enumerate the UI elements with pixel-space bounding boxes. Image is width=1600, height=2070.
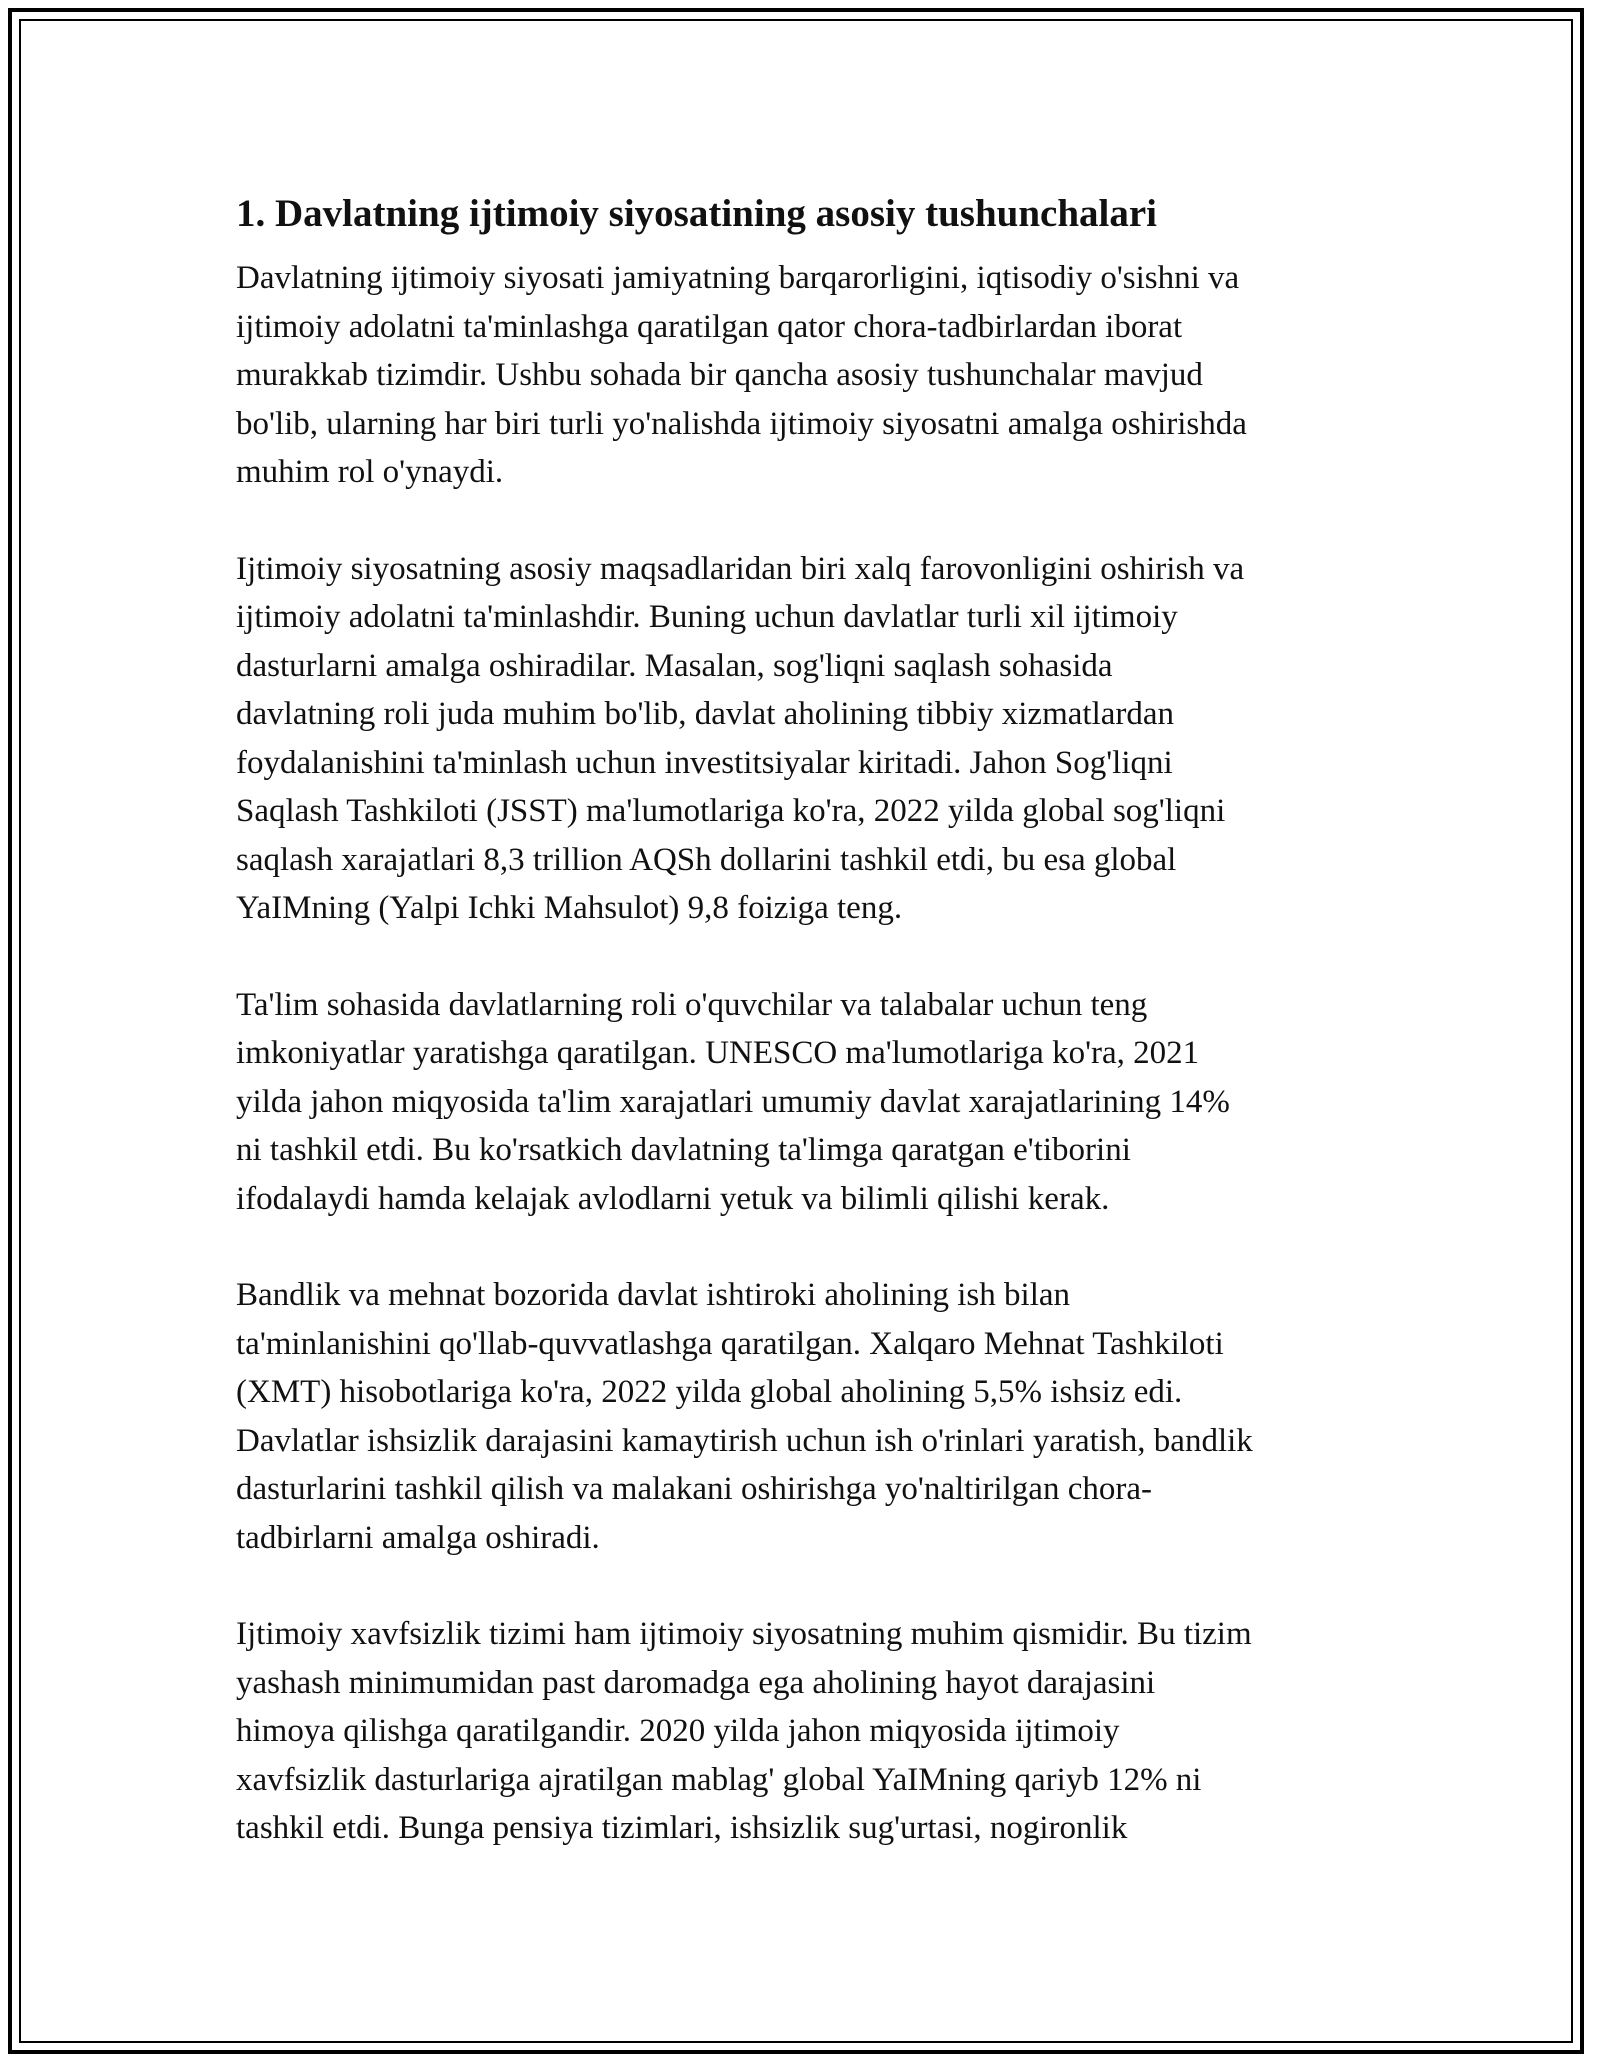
- text-line: ni tashkil etdi. Bu ko'rsatkich davlatning ta'limga qaratgan e'tiborini: [236, 1132, 1131, 1168]
- text-line: bo'lib, ularning har biri turli yo'nalishda ijtimoiy siyosatni amalga oshirishda: [236, 405, 1247, 442]
- text-line: muhim rol o'ynaydi.: [236, 454, 504, 490]
- text-line: Davlatlar ishsizlik darajasini kamaytirish uchun ish o'rinlari yaratish, bandlik: [236, 1422, 1253, 1459]
- text-line: saqlash xarajatlari 8,3 trillion AQSh dollarini tashkil etdi, bu esa global: [236, 841, 1177, 878]
- text-line: Saqlash Tashkiloti (JSST) ma'lumotlariga ko'ra, 2022 yilda global sog'liqni: [236, 793, 1226, 829]
- text-line: tashkil etdi. Bunga pensiya tizimlari, ishsizlik sug'urtasi, nogironlik: [236, 1810, 1128, 1846]
- paragraph-employment: [236, 1271, 1382, 1562]
- text-line: (XMT) hisobotlariga ko'ra, 2022 yilda global aholining 5,5% ishsiz edi.: [236, 1374, 1183, 1410]
- text-line: ifodalaydi hamda kelajak avlodlarni yetuk va bilimli qilishi kerak.: [236, 1180, 1110, 1217]
- text-line: ijtimoiy adolatni ta'minlashdir. Buning uchun davlatlar turli xil ijtimoiy: [236, 599, 1178, 635]
- text-line: ta'minlanishini qo'llab-quvvatlashga qaratilgan. Xalqaro Mehnat Tashkiloti: [236, 1325, 1224, 1362]
- paragraph-social-security: [236, 1610, 1382, 1853]
- text-line: foydalanishini ta'minlash uchun investitsiyalar kiritadi. Jahon Sog'liqni: [236, 744, 1173, 781]
- text-line: Ijtimoiy siyosatning asosiy maqsadlaridan biri xalq farovonligini oshirish va: [236, 550, 1245, 587]
- text-line: xavfsizlik dasturlariga ajratilgan mablag' global YaIMning qariyb 12% ni: [236, 1761, 1202, 1798]
- document-body: [236, 186, 1382, 1901]
- text-line: yilda jahon miqyosida ta'lim xarajatlari umumiy davlat xarajatlarining 14%: [236, 1083, 1230, 1120]
- text-line: davlatning roli juda muhim bo'lib, davlat aholining tibbiy xizmatlardan: [236, 696, 1175, 732]
- text-line: himoya qilishga qaratilgandir. 2020 yilda jahon miqyosida ijtimoiy: [236, 1713, 1120, 1749]
- paragraph-intro: [236, 254, 1382, 497]
- section-heading: 1. Davlatning ijtimoiy siyosatining asosiy tushunchalari: [236, 192, 1157, 235]
- text-line: murakkab tizimdir. Ushbu sohada bir qancha asosiy tushunchalar mavjud: [236, 357, 1203, 393]
- text-line: ijtimoiy adolatni ta'minlashga qaratilgan qator chora-tadbirlardan iborat: [236, 308, 1183, 345]
- paragraph-education: [236, 981, 1382, 1224]
- text-line: dasturlarini tashkil qilish va malakani oshirishga yo'naltirilgan chora-: [236, 1471, 1152, 1507]
- text-line: dasturlarni amalga oshiradilar. Masalan, sog'liqni saqlash sohasida: [236, 647, 1113, 684]
- text-line: Davlatning ijtimoiy siyosati jamiyatning barqarorligini, iqtisodiy o'sishni va: [236, 260, 1240, 296]
- text-line: YaIMning (Yalpi Ichki Mahsulot) 9,8 foiziga teng.: [236, 890, 903, 926]
- text-line: Bandlik va mehnat bozorida davlat ishtiroki aholining ish bilan: [236, 1277, 1071, 1313]
- text-line: yashash minimumidan past daromadga ega aholining hayot darajasini: [236, 1664, 1156, 1701]
- text-line: imkoniyatlar yaratishga qaratilgan. UNESCO ma'lumotlariga ko'ra, 2021: [236, 1035, 1200, 1071]
- paragraph-healthcare: [236, 545, 1382, 933]
- text-line: Ijtimoiy xavfsizlik tizimi ham ijtimoiy siyosatning muhim qismidir. Bu tizim: [236, 1616, 1252, 1652]
- text-line: Ta'lim sohasida davlatlarning roli o'quvchilar va talabalar uchun teng: [236, 986, 1148, 1023]
- text-line: tadbirlarni amalga oshiradi.: [236, 1519, 600, 1556]
